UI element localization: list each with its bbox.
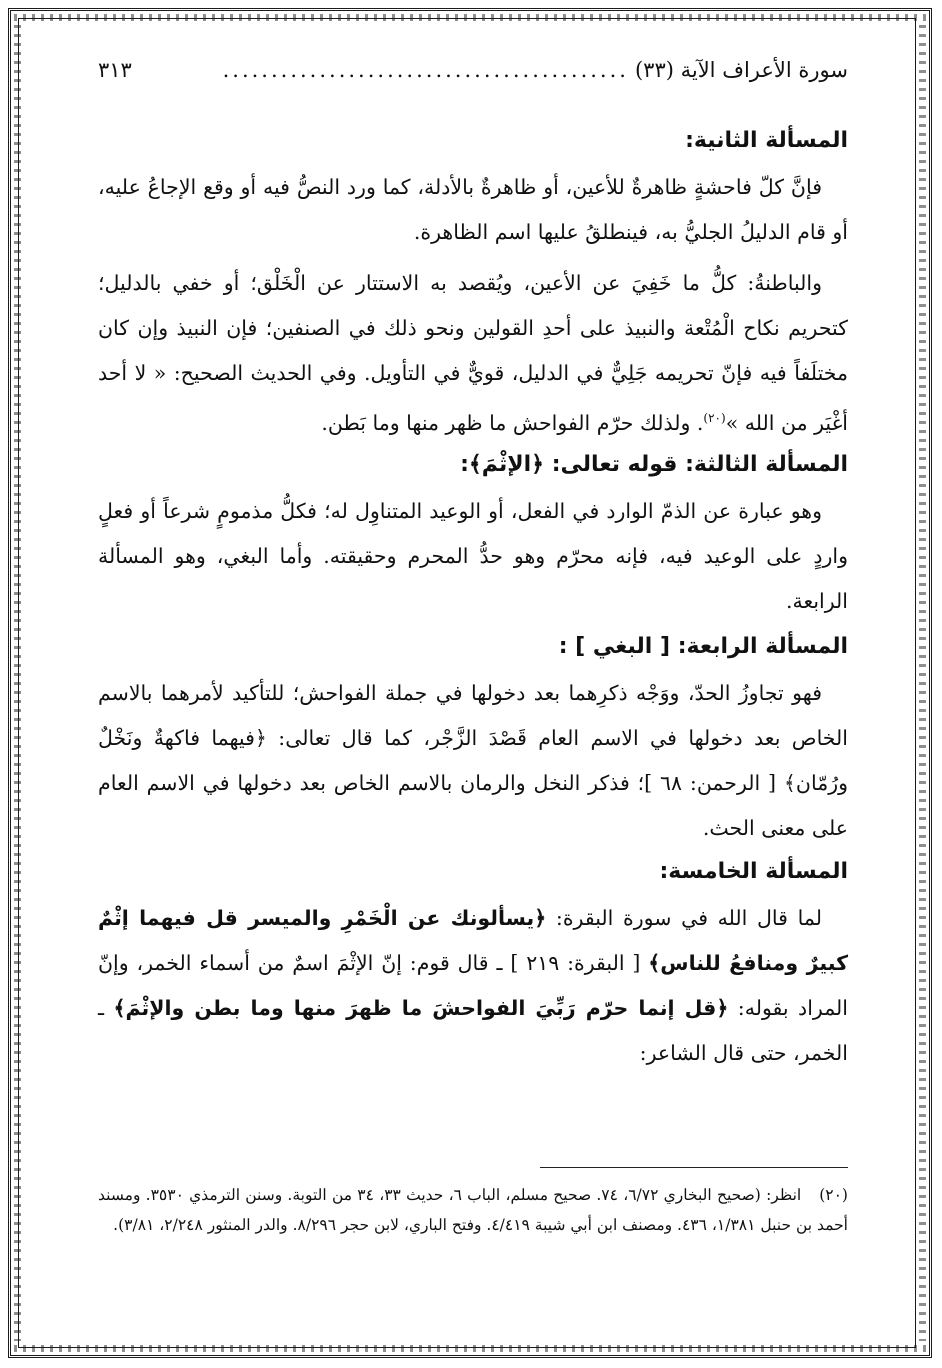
paragraph-text: [ البقرة: ٢١٩ ] ـ قال قوم: إنّ الإثْمَ اسمٌ من أسماء الخمر، وإنّ المراد بقوله: — [98, 950, 848, 1020]
section-heading-2: المسألة الثانية: — [685, 128, 848, 153]
footnote-separator — [540, 1167, 848, 1168]
quran-quote: ﴿يسألونك عن الْخَمْرِ والميسر قل فيهما إثْمٌ كبيرٌ ومنافعُ للناس﴾ — [98, 905, 848, 975]
paragraph: فإنَّ كلّ فاحشةٍ ظاهرةٌ للأعين، أو ظاهرةٌ بالأدلة، كما ورد النصُّ فيه أو وقع الإجاعُ عليه، أو قام الدليلُ الجليُّ به، فينطلقُ عليها اسم الظاهرة. — [98, 175, 848, 244]
footnote — [98, 1180, 848, 1240]
paragraph-text: . ولذلك حرّم الفواحش ما ظهر منها وما بَطن. — [321, 410, 704, 435]
paragraph-text: ـ الخمر، حتى قال الشاعر: — [98, 995, 848, 1065]
footnote-reference[interactable]: (٢٠) — [703, 411, 726, 425]
paragraph — [98, 261, 848, 446]
footnote-text: انظر: (صحيح البخاري ٦/٧٢، ٧٤. صحيح مسلم، الباب ٦، حديث ٣٣، ٣٤ من التوبة. وسنن الترمذي ٣٥٣٠. ومسند أحمد بن حنبل ١/٣٨١، ٤٣٦. ومصنف ابن أبي شيبة ٤/٤١٩. وفتح الباري، لابن حجر ٨/٢٩٦. والدر المنثور ٢/٢٤٨، ٣/٨١). — [98, 1186, 848, 1234]
paragraph-text: لما قال الله في سورة البقرة: — [546, 905, 822, 930]
paragraph: فهو تجاوزُ الحدّ، ووَجْه ذكرِهما بعد دخولها في جملة الفواحش؛ للتأكيد لأمرهما بالاسم الخاص بعد دخولها في الاسم العام قَصْدَ الزَّجْر، كما قال تعالى: ﴿فيهما فاكهةٌ ونَخْلٌ ورُمّان﴾ [ الرحمن: ٦٨ ]؛ فذكر النخل والرمان بالاسم الخاص بعد دخولها في الاسم العام على معنى الحث. — [98, 680, 848, 840]
paragraph — [98, 896, 848, 1076]
running-header — [98, 58, 848, 104]
section-heading-3: المسألة الثالثة: قوله تعالى: ﴿الإثْمَ﴾: — [460, 451, 848, 477]
section-heading-4: المسألة الرابعة: [ البغي ] : — [558, 633, 848, 659]
paragraph: وهو عبارة عن الذمّ الوارد في الفعل، أو الوعيد المتناوِل له؛ فكلُّ مذمومٍ شرعاً أو فعلٍ واردٍ على الوعيد فيه، فإنه محرّم وهو حدُّ المحرم وحقيقته. وأما البغي، وهو المسألة الرابعة. — [98, 498, 848, 613]
footnote-number: (٢٠) — [819, 1186, 848, 1204]
page-number: ٣١٣ — [98, 58, 132, 82]
section-heading-5: المسألة الخامسة: — [659, 858, 848, 884]
header-dots: .......................................... — [222, 58, 629, 82]
quran-quote: ﴿قل إنما حرّم رَبِّيَ الفواحشَ ما ظهرَ منها وما بطن والإثْمَ﴾ — [113, 995, 729, 1020]
border-ornament-right — [919, 25, 926, 1341]
page-body — [98, 58, 848, 1082]
header-title: سورة الأعراف الآية (٣٣) — [634, 58, 848, 82]
paragraph-text: والباطنةُ: كلُّ ما خَفِيَ عن الأعين، ويُقصد به الاستتار عن الْخَلْق؛ أو خفي بالدليل؛ كتحريم نكاح الْمُتْعة والنبيذ على أحدِ القولين ونحو ذلك في الصنفين؛ فإن النبيذ وإن كان مختلَفاً فيه فإنّ تحريمه جَلِيٌّ في الدليل، قويٌّ في التأويل. وفي الحديث الصحيح: « لا أحد أغْيَر من الله » — [98, 271, 848, 435]
